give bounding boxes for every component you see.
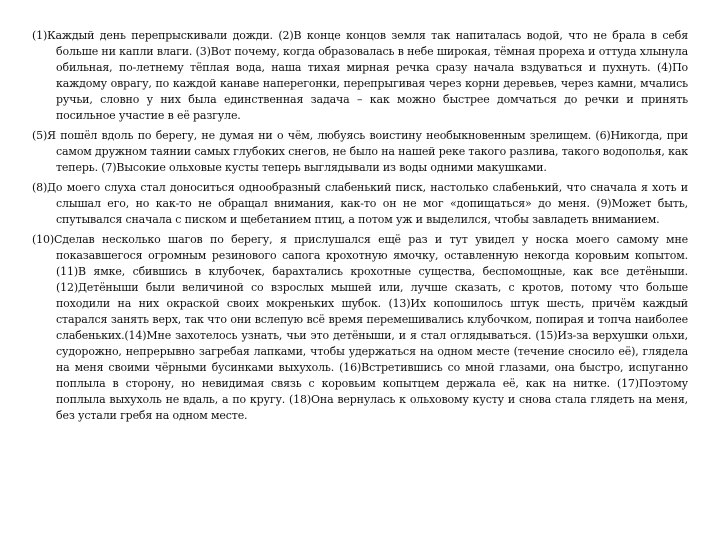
paragraph-2: (5)Я пошёл вдоль по берегу, не думая ни о чём, любуясь воистину необыкновенным зрелищем. (6)Никогда, при самом дружном таянии самых глубоких снегов, не было на нашей реке такого разлива, такого водополья, как теперь. (7)Высокие ольховые кусты теперь выглядывали из воды одними макушками.: [32, 129, 688, 174]
paragraph-3: (8)До моего слуха стал доноситься однообразный слабенький писк, настолько слабенький, что сначала я хоть и слышал его, но как-то не обращал внимания, как-то он не мог «допищаться» до меня. (9)Может быть, спутывался сначала с писком и щебетанием птиц, а потом уж и выделился, чтобы завладеть вниманием.: [32, 181, 688, 226]
document-body: [32, 28, 688, 428]
paragraph-1: (1)Каждый день перепрыскивали дожди. (2)В конце концов земля так напиталась водой, что не брала в себя больше ни капли влаги. (3)Вот почему, когда образовалась в небе широкая, тёмная прореха и оттуда хлынула обильная, по-летнему тёплая вода, наша тихая мирная речка сразу начала вздуваться и пухнуть. (4)По каждому оврагу, по каждой канаве наперегонки, перепрыгивая через корни деревьев, через камни, мчались ручьи, словно у них была единственная задача – как можно быстрее домчаться до речки и принять посильное участие в её разгуле.: [32, 29, 688, 122]
paragraph-4: (10)Сделав несколько шагов по берегу, я прислушался ещё раз и тут увидел у носка моего самому мне показавшегося огромным резинового сапога крохотную ямочку, оставленную некогда коровьим копытом. (11)В ямке, сбившись в клубочек, барахтались крохотные существа, беспомощные, как все детёныши.(12)Детёныши были величиной со взрослых мышей или, лучше сказать, с кротов, потому что больше походили на них окраской своих мокреньких шубок. (13)Их копошилось штук шесть, причём каждый старался занять верх, так что они вслепую всё время перемешивались клубочком, попирая и топча наиболее слабеньких.(14)Мне захотелось узнать, чьи это детёныши, и я стал оглядываться. (15)Из-за верхушки ольхи, судорожно, непрерывно загребая лапками, чтобы удержаться на одном месте (течение сносило её), глядела на меня своими чёрными бусинками выхухоль. (16)Встретившись со мной глазами, она быстро, испуганно поплыла в сторону, но невидимая связь с коровьим копытцем держала её, как на нитке. (17)Поэтому поплыла выхухоль не вдаль, а по кругу. (18)Она вернулась к ольховому кусту и снова стала глядеть на меня, без устали гребя на одном месте.: [32, 233, 688, 422]
